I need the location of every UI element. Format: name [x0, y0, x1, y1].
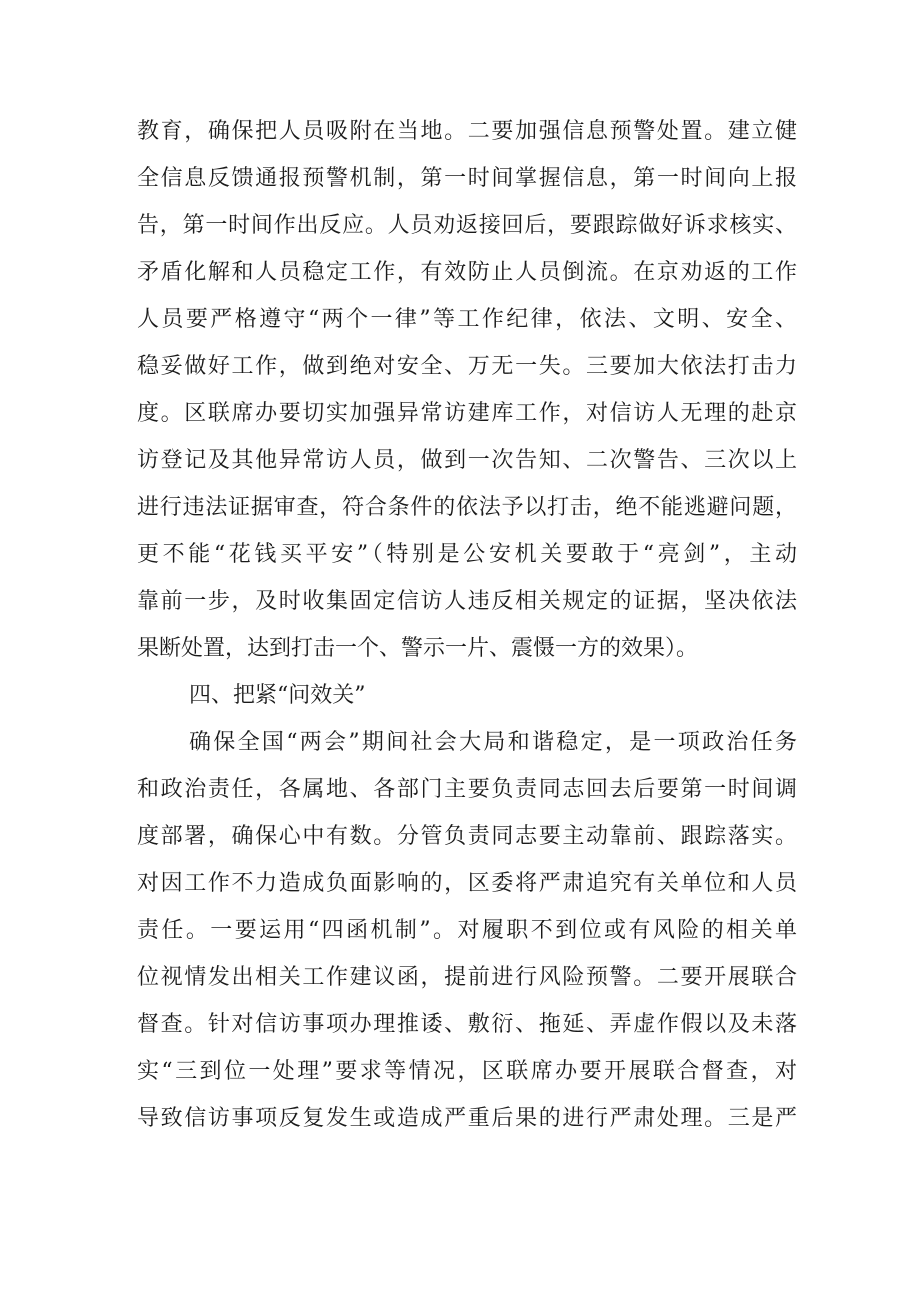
paragraph-line: 导致信访事项反复发生或造成严重后果的进行严肃处理。三是严	[137, 1106, 797, 1131]
paragraph-line: 度。区联席办要切实加强异常访建库工作，对信访人无理的赴京	[137, 401, 797, 426]
paragraph-line: 靠前一步，及时收集固定信访人违反相关规定的证据，坚决依法	[137, 589, 797, 614]
section-heading: 四、把紧“问效关”	[189, 683, 366, 708]
paragraph-line: 稳妥做好工作，做到绝对安全、万无一失。三要加大依法打击力	[137, 354, 797, 379]
paragraph-line: 责任。一要运用“四函机制”。对履职不到位或有风险的相关单	[137, 918, 797, 943]
paragraph-line: 更不能“花钱买平安”（特别是公安机关要敢于“亮剑”，主动	[137, 542, 797, 567]
paragraph-line: 和政治责任，各属地、各部门主要负责同志回去后要第一时间调	[137, 777, 797, 802]
paragraph-line: 矛盾化解和人员稳定工作，有效防止人员倒流。在京劝返的工作	[137, 260, 797, 285]
paragraph-line: 进行违法证据审查，符合条件的依法予以打击，绝不能逃避问题，	[137, 495, 797, 520]
paragraph-line: 实“三到位一处理”要求等情况，区联席办要开展联合督查，对	[137, 1059, 797, 1084]
paragraph-line: 全信息反馈通报预警机制，第一时间掌握信息，第一时间向上报	[137, 166, 797, 191]
paragraph-line: 位视情发出相关工作建议函，提前进行风险预警。二要开展联合	[137, 965, 797, 990]
paragraph-line: 果断处置，达到打击一个、警示一片、震慑一方的效果）。	[137, 636, 699, 661]
paragraph-line: 访登记及其他异常访人员，做到一次告知、二次警告、三次以上	[137, 448, 797, 473]
paragraph-line: 人员要严格遵守“两个一律”等工作纪律，依法、文明、安全、	[137, 307, 797, 332]
paragraph-line: 教育，确保把人员吸附在当地。二要加强信息预警处置。建立健	[137, 119, 797, 144]
paragraph-line: 度部署，确保心中有数。分管负责同志要主动靠前、跟踪落实。	[137, 824, 797, 849]
paragraph-line: 确保全国“两会”期间社会大局和谐稳定，是一项政治任务	[189, 730, 797, 755]
paragraph-line: 对因工作不力造成负面影响的，区委将严肃追究有关单位和人员	[137, 871, 797, 896]
paragraph-line: 督查。针对信访事项办理推诿、敷衍、拖延、弄虚作假以及未落	[137, 1012, 797, 1037]
paragraph-line: 告，第一时间作出反应。人员劝返接回后，要跟踪做好诉求核实、	[137, 213, 797, 238]
